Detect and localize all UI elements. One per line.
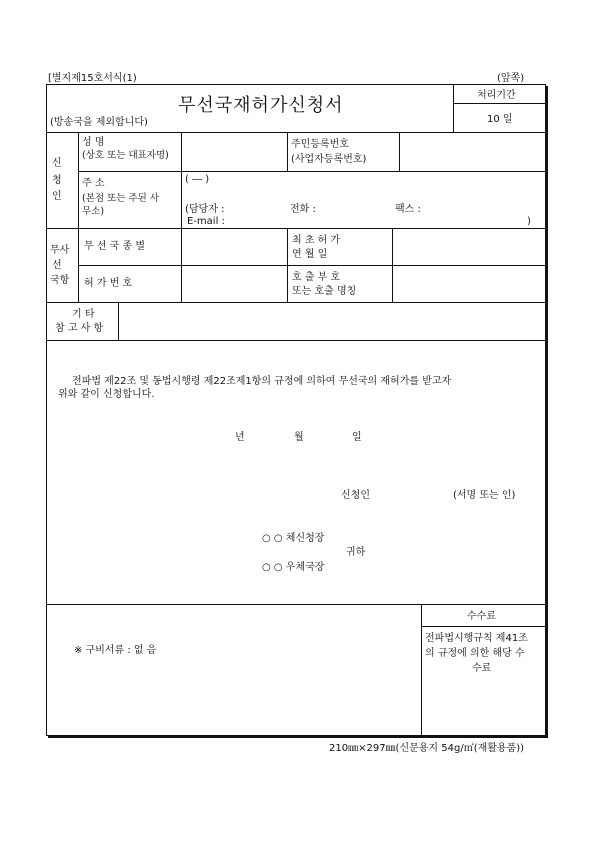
date-day-label: 일: [352, 432, 362, 443]
first-permit-label-sub: 연 월 일: [292, 249, 328, 260]
col-line-station-mid: [287, 228, 288, 302]
row-line-1: [46, 132, 546, 133]
required-documents: ※ 구비서류 : 없 음: [74, 645, 157, 656]
row-line-5: [46, 302, 546, 303]
row-line-7: [46, 604, 546, 605]
regno-label-sub: (사업자등록번호): [291, 154, 367, 165]
date-month-label: 월: [294, 432, 304, 443]
row-line-4: [78, 265, 546, 266]
applicant-signature-label: 신청인: [341, 490, 370, 501]
permit-number-label: 허 가 번 호: [84, 278, 133, 289]
col-line-regno-left: [287, 132, 288, 171]
station-type-field[interactable]: [183, 230, 285, 264]
regno-label: 주민등록번호: [291, 139, 349, 150]
applicant-section-label-2: 청: [52, 175, 62, 186]
etc-label-sub: 참 고 사 항: [55, 323, 104, 334]
signature-label: (서명 또는 인): [453, 490, 516, 501]
statement-line-1: 전파법 제22조 및 동법시행령 제22조제1항의 규정에 의하여 무선국의 재허가를 받고자: [72, 376, 452, 387]
fee-divider: [421, 626, 546, 627]
recipient-honorific: 귀하: [346, 547, 366, 558]
outer-border-left: [46, 84, 47, 736]
callsign-label: 호 출 부 호: [292, 272, 341, 283]
fee-text-3: 수료: [472, 663, 492, 674]
etc-field[interactable]: [120, 304, 544, 338]
address-label-sub: (본점 또는 주된 사: [82, 193, 160, 204]
regno-field[interactable]: [401, 134, 544, 169]
address-label-sub2: 무소): [82, 206, 105, 217]
outer-border-top: [46, 84, 546, 85]
fee-label: 수수료: [467, 611, 496, 622]
processing-box-left: [453, 84, 454, 132]
callsign-field[interactable]: [394, 267, 544, 301]
station-type-label: 무 선 국 종 별: [84, 241, 146, 252]
col-line-etc: [118, 302, 119, 340]
etc-label: 기 타: [72, 309, 95, 320]
paper-spec: 210㎜×297㎜(신문용지 54g/㎡(재활용품)): [329, 743, 525, 754]
date-year-label: 년: [235, 432, 245, 443]
recipient-postoffice: ○ ○ 우체국장: [262, 562, 325, 573]
phone-label: 전화 :: [290, 204, 316, 215]
station-section-label-2: 선: [52, 260, 62, 271]
applicant-section-label-1: 신: [52, 158, 62, 169]
col-line-station-right: [392, 228, 393, 302]
col-line-fee: [421, 604, 422, 735]
outer-shadow-right: [546, 86, 548, 738]
station-section-label-1: 무사: [50, 245, 70, 256]
statement-line-2: 위와 같이 신청합니다.: [58, 389, 155, 400]
address-label: 주 소: [82, 178, 105, 189]
contact-close-paren: ): [527, 216, 531, 227]
col-line-section: [78, 132, 79, 302]
first-permit-label: 최 초 허 가: [292, 235, 341, 246]
name-field[interactable]: [183, 134, 285, 169]
applicant-section-label-3: 인: [52, 191, 62, 202]
row-line-6: [46, 340, 546, 341]
fee-text-2: 의 규정에 의한 해당 수: [425, 648, 525, 659]
fee-text-1: 전파법시행규칙 제41조: [425, 633, 528, 644]
form-subtitle: (방송국을 제외합니다): [50, 117, 148, 128]
col-line-regno-right: [399, 132, 400, 171]
row-line-2: [78, 171, 546, 172]
first-permit-date-field[interactable]: [394, 230, 544, 264]
name-label: 성 명: [82, 137, 105, 148]
page-side: (앞쪽): [497, 73, 525, 84]
form-number: [별지제15호서식(1): [48, 73, 137, 84]
outer-shadow-bottom: [48, 736, 548, 738]
form-title: 무선국재허가신청서: [178, 95, 344, 116]
email-label: E-mail :: [187, 216, 225, 227]
processing-period-value: 10 일: [487, 114, 513, 125]
fax-label: 팩스 :: [395, 204, 421, 215]
row-line-3: [46, 228, 546, 229]
processing-period-label: 처리기간: [477, 90, 516, 101]
col-line-label: [181, 132, 182, 302]
name-label-sub: (상호 또는 대표자명): [82, 150, 169, 161]
postal-code-field[interactable]: ( ― ): [185, 174, 210, 185]
recipient-regional: ○ ○ 체신청장: [262, 533, 325, 544]
processing-box-divider: [453, 103, 546, 104]
callsign-label-sub: 또는 호출 명칭: [292, 286, 357, 297]
station-section-label-3: 국항: [50, 275, 70, 286]
contact-person-label: (담당자 :: [185, 204, 225, 215]
permit-number-field[interactable]: [183, 267, 285, 301]
